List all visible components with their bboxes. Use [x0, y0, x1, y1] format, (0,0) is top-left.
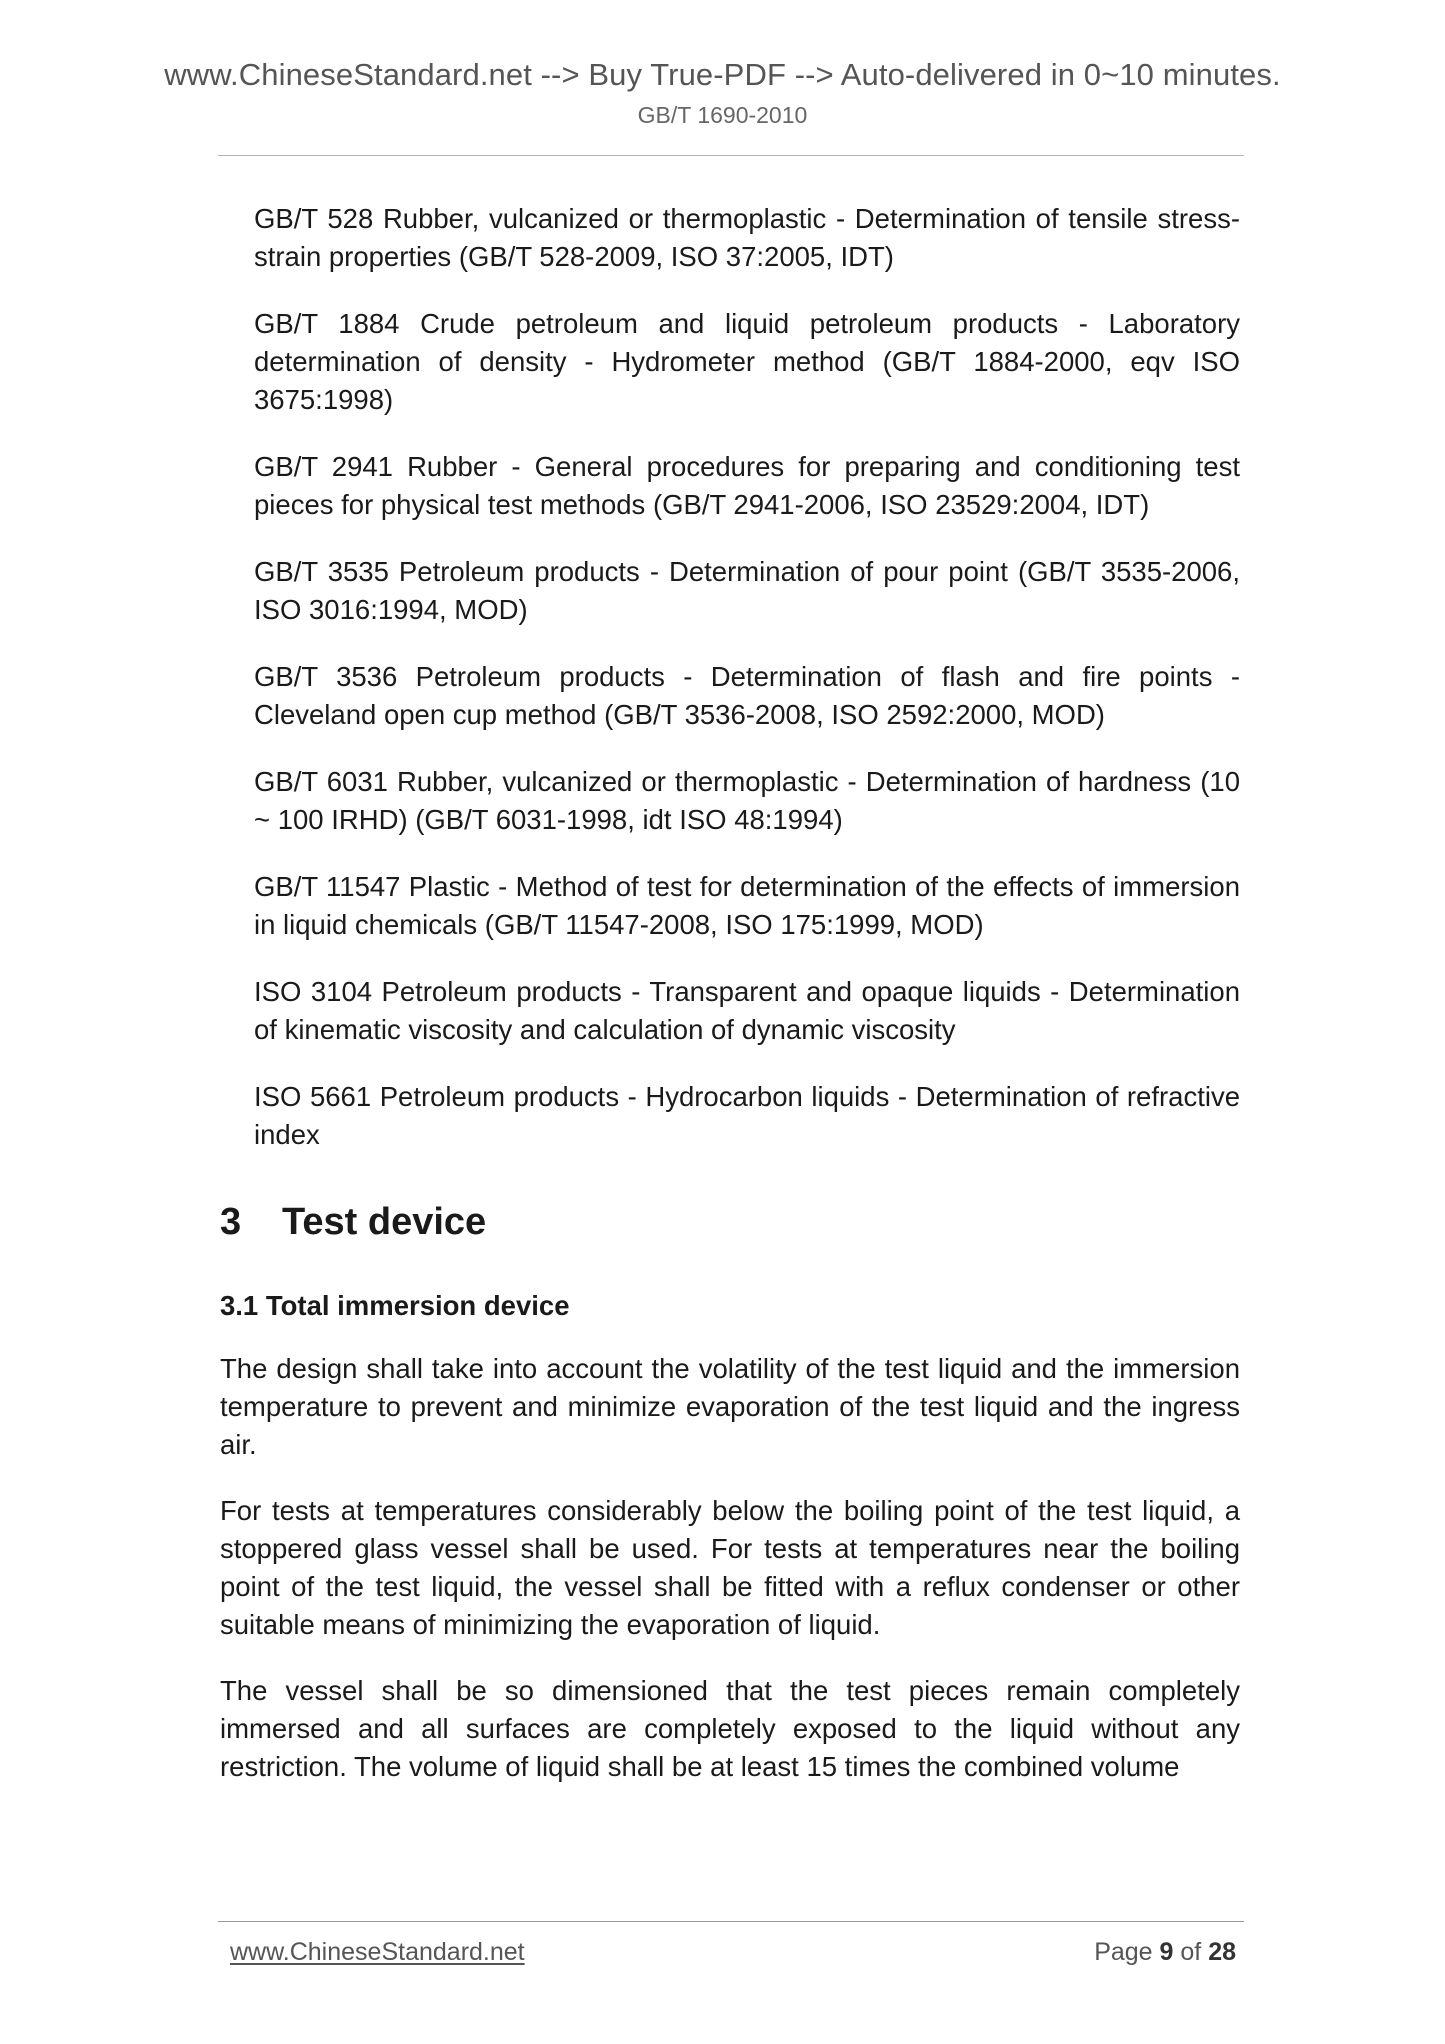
reference-item: GB/T 2941 Rubber - General procedures for preparing and conditioning test pieces for physical test methods (GB/T 2941-2006, ISO 23529:2004, IDT) — [254, 451, 1240, 520]
reference-item: GB/T 6031 Rubber, vulcanized or thermoplastic - Determination of hardness (10 ~ 100 IRHD) (GB/T 6031-1998, idt ISO 48:1994) — [254, 766, 1240, 835]
reference-item: GB/T 3536 Petroleum products - Determination of flash and fire points - Cleveland open cup method (GB/T 3536-2008, ISO 2592:2000, MOD) — [254, 661, 1240, 730]
current-page-number: 9 — [1159, 1938, 1174, 1966]
section-number: 3 — [220, 1201, 242, 1243]
header-standard-number: GB/T 1690-2010 — [637, 102, 808, 128]
reference-item: ISO 5661 Petroleum products - Hydrocarbon liquids - Determination of refractive index — [254, 1081, 1240, 1150]
header-promo-text: www.ChineseStandard.net --> Buy True-PDF --> Auto-delivered in 0~10 minutes. — [164, 57, 1281, 92]
document-body — [220, 200, 1240, 1786]
normative-references-list — [220, 200, 1240, 1154]
footer-website-link[interactable]: www.ChineseStandard.net — [230, 1938, 525, 1966]
reference-item: GB/T 1884 Crude petroleum and liquid petroleum products - Laboratory determination of density - Hydrometer method (GB/T 1884-2000, eqv ISO 3675:1998) — [254, 308, 1240, 415]
total-page-count: 28 — [1208, 1938, 1236, 1966]
reference-item: GB/T 528 Rubber, vulcanized or thermoplastic - Determination of tensile stress-strain properties (GB/T 528-2009, ISO 37:2005, IDT) — [254, 203, 1240, 272]
reference-item: GB/T 3535 Petroleum products - Determination of pour point (GB/T 3535-2006, ISO 3016:1994, MOD) — [254, 556, 1240, 625]
subsection-heading: 3.1 Total immersion device — [220, 1290, 570, 1321]
footer-divider — [218, 1921, 1244, 1922]
page-header — [0, 56, 1445, 130]
body-paragraph: The vessel shall be so dimensioned that the test pieces remain completely immersed and all surfaces are completely exposed to the liquid without any restriction. The volume of liquid shall be at least 15 times the combined volume — [220, 1675, 1240, 1782]
reference-item: ISO 3104 Petroleum products - Transparent and opaque liquids - Determination of kinematic viscosity and calculation of dynamic viscosity — [254, 976, 1240, 1045]
page-indicator — [1094, 1936, 1236, 1968]
body-paragraph: For tests at temperatures considerably below the boiling point of the test liquid, a stoppered glass vessel shall be used. For tests at temperatures near the boiling point of the test liquid, the vessel shall be fitted with a reflux condenser or other suitable means of minimizing the evaporation of liquid. — [220, 1495, 1240, 1640]
section-title: Test device — [282, 1201, 487, 1243]
section-heading — [220, 1199, 1240, 1245]
reference-item: GB/T 11547 Plastic - Method of test for determination of the effects of immersion in liquid chemicals (GB/T 11547-2008, ISO 175:1999, MOD) — [254, 871, 1240, 940]
page-prefix: Page — [1094, 1938, 1160, 1966]
body-paragraph: The design shall take into account the volatility of the test liquid and the immersion temperature to prevent and minimize evaporation of the test liquid and the ingress air. — [220, 1353, 1240, 1460]
page-of-label: of — [1173, 1938, 1209, 1966]
header-divider — [218, 155, 1244, 156]
